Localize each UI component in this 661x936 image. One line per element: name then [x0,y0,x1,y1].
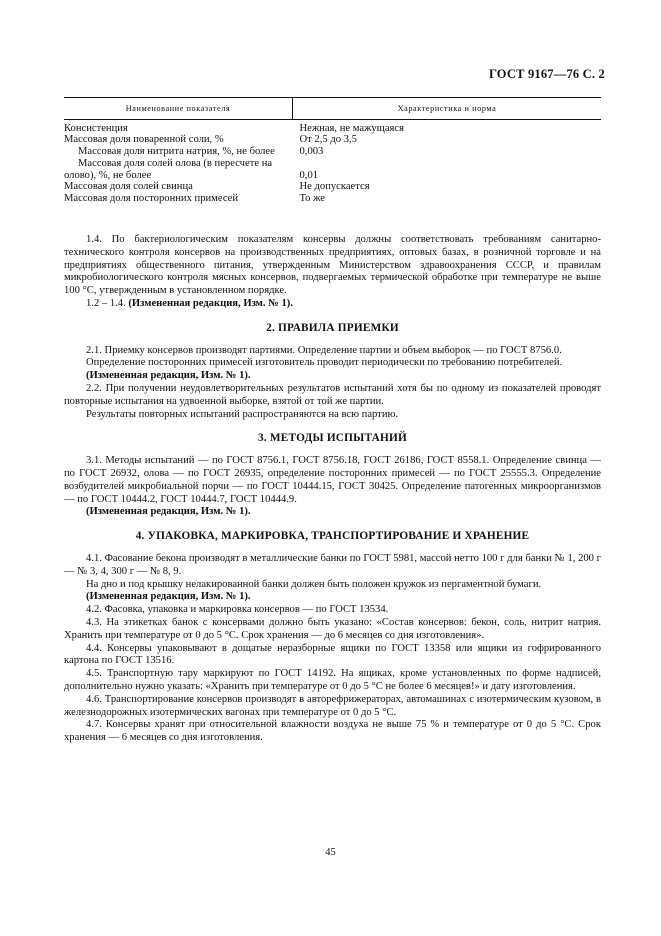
table-row [64,181,601,193]
section-heading: 4. УПАКОВКА, МАРКИРОВКА, ТРАНСПОРТИРОВАНИЕ И ХРАНЕНИЕ [135,530,530,543]
section-heading: 3. МЕТОДЫ ИСПЫТАНИЙ [258,432,407,445]
paragraph: 1.4. По бактериологическим показателям консервы должны соответствовать требованиям санитарно-технического контроля консервов на производственных предприятиях, оптовых базах, в розничной торговле и на предприятиях общественного питания, утвержденным Министерством здравоохранения СССР, и правилам микробиологического контроля мясных консервов, подвергаемых термической обработке при температуре не выше 100 °С, утвержденным в установленном порядке. [64,234,601,297]
table-cell-value: То же [299,192,326,204]
paragraph: 4.6. Транспортирование консервов производят в авторефрижераторах, автомашинах с изотермическим кузовом, в железнодорожных изотермических вагонах при температуре от 0 до 5 °С. [64,693,601,718]
table-row [64,146,601,158]
table-row [64,119,601,134]
table-row [64,134,601,146]
table-cell-value: 0,01 [299,169,319,181]
paragraph: 4.3. На этикетках банок с консервами должно быть указано: «Состав консервов: бекон, соль, нитрит натрия. Хранить при температуре от 0 до 5 °С. Срок хранения — до 6 месяцев со дня изготовления». [64,616,601,641]
paragraph: 2.2. При получении неудовлетворительных результатов испытаний хотя бы по одному из показателей проводят повторные испытания на удвоенной выборке, взятой от той же партии. [64,382,601,407]
table-cell-name: Массовая доля солей олова (в пересчете на олово), %, не более [64,157,273,181]
paragraph: 4.2. Фасовка, упаковка и маркировка консервов — по ГОСТ 13534. [86,604,389,616]
table-cell-value: 0,003 [299,146,324,158]
amendment-note-1-2-1-4 [64,298,601,311]
table-cell-value: От 2,5 до 3,5 [299,134,357,146]
paragraph: Результаты повторных испытаний распространяются на всю партию. [86,408,399,420]
table-row [64,158,601,181]
table-row [64,193,601,205]
table-cell-name: Массовая доля солей свинца [64,181,193,193]
table-cell-name: Консистенция [64,122,128,134]
paragraph: 4.5. Транспортную тару маркируют по ГОСТ 14192. На ящиках, кроме установленных по форме надписей, дополнительно нужно указать: «Хранить при температуре от 0 до 5 °С не более 6 месяцев!» и дату изготовления. [64,668,601,692]
table-cell-name: Массовая доля нитрита натрия, %, не более [78,146,275,158]
table-cell-name: Массовая доля посторонних примесей [64,192,239,204]
table-cell-value: Не допускается [299,181,370,193]
spec-table [64,97,601,205]
clause-range: 1.2 – 1.4. [86,297,126,309]
paragraph: 4.1. Фасование бекона производят в металлические банки по ГОСТ 5981, массой нетто 100 г для банки № 1, 200 г — № 3, 4, 300 г — № 8, 9. [64,552,601,577]
amendment-note: (Измененная редакция, Изм. № 1). [86,591,251,603]
document-body [64,234,601,745]
table-col2-header: Характеристика и норма [293,98,602,120]
table-cell-name: Массовая доля поваренной соли, % [64,134,224,146]
paragraph: На дно и под крышку нелакированной банки должен быть положен кружок из пергаментной бумаги. [86,578,542,590]
amendment-note: (Измененная редакция, Изм. № 1). [86,370,251,382]
page-header: ГОСТ 9167—76 С. 2 [488,67,605,81]
page-number: 45 [325,847,336,858]
table-cell-value: Нежная, не мажущаяся [299,122,404,134]
paragraph: Определение посторонних примесей изготовитель проводит периодически по требованию потребителей. [86,357,563,369]
amendment-note: (Измененная редакция, Изм. № 1). [128,297,293,309]
table-col1-header: Наименование показателя [64,98,293,120]
table-header-row [64,98,601,120]
paragraph: 2.1. Приемку консервов производят партиями. Определение партии и объем выборок — по ГОСТ 8756.0. [86,344,562,356]
paragraph: 3.1. Методы испытаний — по ГОСТ 8756.1, ГОСТ 8756.18, ГОСТ 26186, ГОСТ 8558.1. Определение свинца — по ГОСТ 26932, олова — по ГОСТ 26935, определение посторонних примесей — по ГОСТ 25555.3. Определение возбудителей микробиальной порчи — по ГОСТ 10444.15, ГОСТ 30425. Определение патогенных микроорганизмов — по ГОСТ 10444.2, ГОСТ 10444.7, ГОСТ 10444.9. [64,455,601,505]
paragraph: 4.4. Консервы упаковывают в дощатые неразборные ящики по ГОСТ 13358 или ящики из гофрированного картона по ГОСТ 13516. [64,642,601,667]
amendment-note: (Измененная редакция, Изм. № 1). [86,506,251,518]
paragraph: 4.7. Консервы хранят при относительной влажности воздуха не выше 75 % и температуре от 0 до 5 °С. Срок хранения — 6 месяцев со дня изготовления. [64,719,601,744]
section-heading: 2. ПРАВИЛА ПРИЕМКИ [266,321,399,334]
